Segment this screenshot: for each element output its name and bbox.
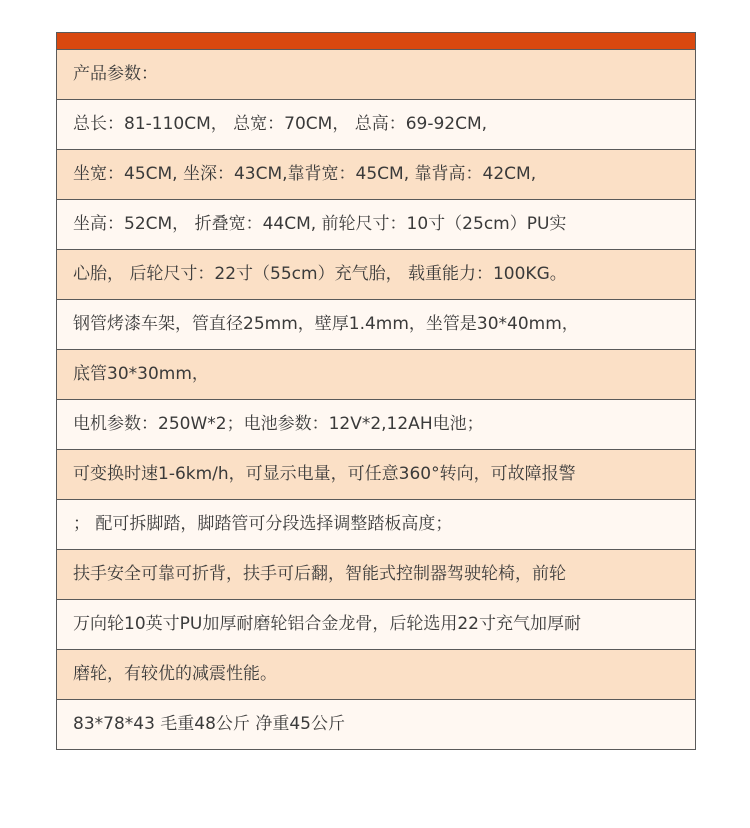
product-spec-table bbox=[56, 32, 696, 750]
spec-row-dimensions: 总长：81-110CM， 总宽：70CM， 总高：69-92CM, bbox=[57, 100, 695, 150]
spec-row-wheels: 心胎， 后轮尺寸：22寸（55cm）充气胎， 载重能力：100KG。 bbox=[57, 250, 695, 300]
spec-row-frame: 钢管烤漆车架，管直径25mm，壁厚1.4mm，坐管是30*40mm， bbox=[57, 300, 695, 350]
spec-row-motor-battery: 电机参数：250W*2；电池参数：12V*2,12AH电池； bbox=[57, 400, 695, 450]
spec-row-package-weight: 83*78*43 毛重48公斤 净重45公斤 bbox=[57, 700, 695, 749]
spec-row-seat-size: 坐宽：45CM, 坐深：43CM,靠背宽：45CM, 靠背高：42CM, bbox=[57, 150, 695, 200]
spec-row-title: 产品参数： bbox=[57, 50, 695, 100]
spec-row-speed: 可变换时速1-6km/h，可显示电量，可任意360°转向，可故障报警 bbox=[57, 450, 695, 500]
spec-row-seat-height: 坐高：52CM， 折叠宽：44CM, 前轮尺寸：10寸（25cm）PU实 bbox=[57, 200, 695, 250]
spec-row-shock: 磨轮，有较优的减震性能。 bbox=[57, 650, 695, 700]
spec-row-armrest: 扶手安全可靠可折背，扶手可后翻，智能式控制器驾驶轮椅，前轮 bbox=[57, 550, 695, 600]
spec-row-front-wheel: 万向轮10英寸PU加厚耐磨轮铝合金龙骨，后轮选用22寸充气加厚耐 bbox=[57, 600, 695, 650]
table-header-bar bbox=[57, 33, 695, 50]
spec-row-bottom-tube: 底管30*30mm， bbox=[57, 350, 695, 400]
spec-row-footrest: ； 配可拆脚踏，脚踏管可分段选择调整踏板高度； bbox=[57, 500, 695, 550]
